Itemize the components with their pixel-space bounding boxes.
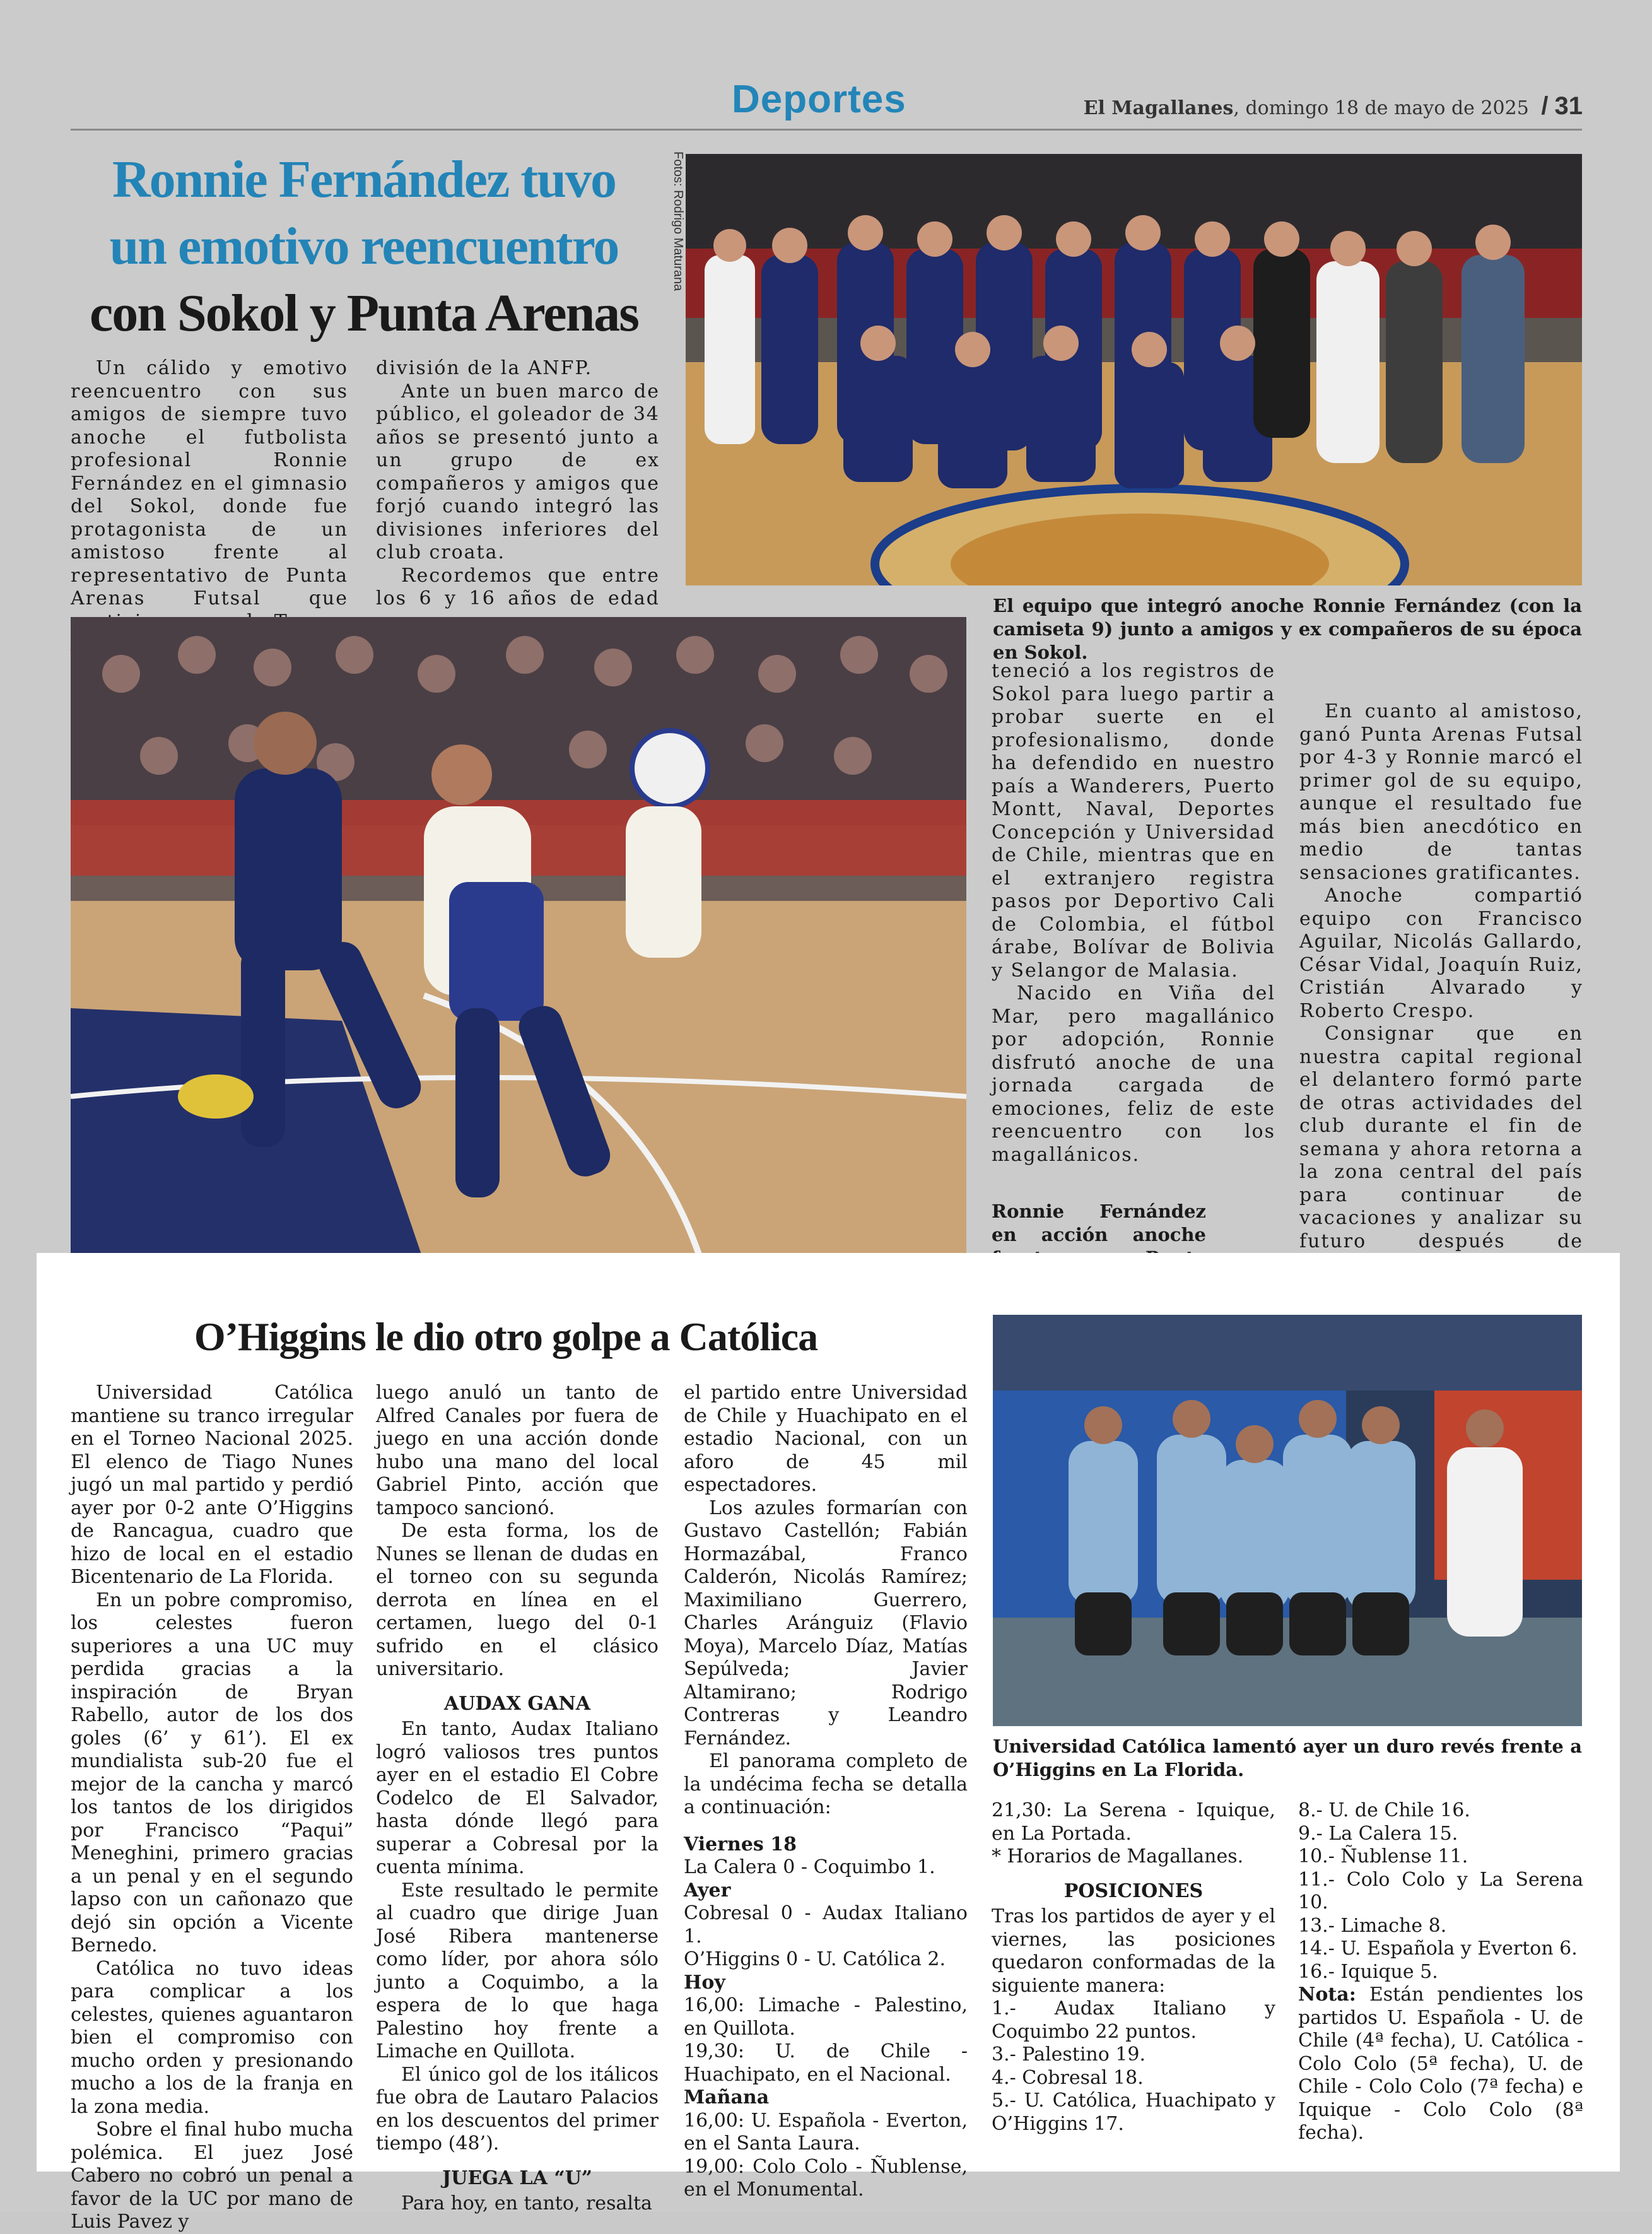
team-photo [686,154,1582,585]
fixture-day: Ayer [684,1879,731,1902]
fixture: 19,00: Colo Colo - Ñublense, en el Monumental. [684,2155,968,2201]
paragraph: Sobre el final hubo mucha polémica. El juez José Cabero no cobró un penal a favor de la UC por mano de Luis Pavez y [71,2119,353,2233]
paragraph: El único gol de los itálicos fue obra de Lautaro Palacios en los descuentos del primer tiempo (48’). [376,2063,659,2155]
story2-column-3 [684,1382,968,2202]
standing: 13.- Limache 8. [1298,1914,1447,1937]
fixture: 21,30: La Serena - Iquique, en La Portada. [992,1799,1275,1845]
story1-column-1 [71,357,348,657]
page-number: 31 [1554,92,1583,120]
story1-headline [71,146,657,347]
subhead-u: JUEGA LA “U” [442,2166,593,2189]
standing: 8.- U. de Chile 16. [1298,1799,1470,1821]
fixture-day: Hoy [684,1971,725,1994]
paragraph: Tras los partidos de ayer y el viernes, las posiciones quedaron conformadas de la siguiente manera: [992,1905,1275,1997]
folio [1084,92,1583,121]
paragraph: teneció a los registros de Sokol para luego partir a probar suerte en el profesionalismo, donde ha defendido en nuestro país a Wanderers, Puerto Montt, Naval, Deportes Concepción y Universidad de Chile, mientras que en el extranjero registra pasos por Deportivo Cali de Colombia, el fútbol árabe, Bolívar de Bolivia y Selangor de Malasia. [992,660,1275,982]
action-photo [71,617,966,1262]
paragraph: Para hoy, en tanto, resalta [401,2192,652,2214]
paragraph: El panorama completo de la undécima fecha se detalla a continuación: [684,1750,968,1818]
action-photo-caption: Ronnie Fernández en acción anoche [992,1201,1206,1245]
subhead-posiciones: POSICIONES [1063,1879,1204,1902]
fixture-day: Viernes 18 [684,1833,797,1855]
story1-column-4 [1299,700,1583,1345]
fixture: 16,00: Limache - Palestino, en Quillota. [684,1994,968,2040]
standing: 9.- La Calera 15. [1298,1822,1458,1845]
paragraph: Universidad Católica mantiene su tranco irregular en el Torneo Nacional 2025. El elenco de Tiago Nunes jugó un mal partido y perdió ayer por 0-2 ante O’Higgins de Rancagua, cuadro que hizo de local en el estadio Bicentenario de La Florida. [71,1382,353,1588]
fixture: O’Higgins 0 - U. Católica 2. [684,1948,946,1970]
paragraph: De esta forma, los de Nunes se llenan de dudas en el torneo con su segunda derrota en línea en el certamen, luego del 0-1 sufrido en el clásico universitario. [376,1520,659,1680]
page-separator: / [1541,92,1549,120]
match-photo [993,1315,1582,1726]
story2-column-4 [992,1799,1275,2136]
photo-credit: Fotos: Rodrigo Maturana [671,151,685,291]
standing: 1.- Audax Italiano y Coquimbo 22 puntos. [992,1997,1275,2043]
newspaper-name: El Magallanes [1083,97,1234,119]
standing: 11.- Colo Colo y La Serena 10. [1298,1868,1583,1914]
fixture: 19,30: U. de Chile - Huachipato, en el Nacional. [684,2040,968,2086]
issue-date: , domingo 18 de mayo de 2025 [1233,97,1529,119]
schedule-note: * Horarios de Magallanes. [992,1845,1244,1867]
paragraph: Ante un buen marco de público, el goleador de 34 años se presentó junto a un grupo de ex compañeros y amigos que forjó cuando integró las divisiones inferiores del club croata. [376,380,660,563]
standing: 3.- Palestino 19. [992,2043,1146,2066]
fixture: 16,00: U. Española - Everton, en el Santa Laura. [684,2109,968,2155]
story2-headline: O’Higgins le dio otro golpe a Católica [194,1314,818,1359]
story2-column-1 [71,1382,353,2234]
paragraph: Los azules formarían con Gustavo Castellón; Fabián Hormazábal, Franco Calderón, Nicolás Ramírez; Maximiliano Guerrero, Charles Aránguiz (Flavio Moya), Marcelo Díaz, Matías Sepúlveda; Javier Altamirano; Rodrigo Contreras y Leandro Fernández. [684,1496,968,1749]
pending-note: Nota: Están pendientes los partidos U. Española - U. de Chile (4ª fecha), U. Católica - Colo Colo (5ª fecha), U. de Chile - Colo Colo (7ª fecha) e Iquique - Colo Colo (8ª fecha). [1298,1984,1583,2144]
paragraph: Este resultado le permite al cuadro que dirige Juan José Ribera mantenerse como líder, por ahora sólo junto a Coquimbo, a la espera de lo que haga Palestino hoy frente a Limache en Quillota. [376,1879,659,2062]
header-rule [71,129,1582,131]
standing: 10.- Ñublense 11. [1298,1845,1468,1867]
paragraph: división de la ANFP. [376,357,593,379]
section-title: Deportes [732,78,906,121]
standing: 16.- Iquique 5. [1298,1960,1438,1983]
standing: 4.- Cobresal 18. [992,2066,1144,2089]
standing: 14.- U. Española y Everton 6. [1298,1937,1578,1960]
fixture: La Calera 0 - Coquimbo 1. [684,1856,935,1878]
standing: 5.- U. Católica, Huachipato y O’Higgins 17. [992,2090,1275,2135]
paragraph: Católica no tuvo ideas para complicar a los celestes, quienes aguantaron bien el compromiso con mucho orden y presionando mucho a los de la franja en la zona media. [71,1957,353,2118]
paragraph: luego anuló un tanto de Alfred Canales por fuera de juego en una acción donde hubo una mano del local Gabriel Pinto, acción que tampoco sancionó. [376,1382,659,1519]
paragraph: Nacido en Viña del Mar, pero magallánico por adopción, Ronnie disfrutó anoche de una jornada cargada de emociones, feliz de este reencuentro con los magallánicos. [992,982,1275,1166]
story1-column-2 [376,357,660,633]
paragraph: En cuanto al amistoso, ganó Punta Arenas Futsal por 4-3 y Ronnie marcó el primer gol de su equipo, aunque el resultado fue más bien anecdótico en medio de tantas sensaciones gratificantes. [1299,700,1583,884]
fixture-day: Mañana [684,2086,770,2108]
paragraph: Un cálido y emotivo reencuentro con sus amigos de siempre tuvo anoche el futbolista profesional Ronnie Fernández en el gimnasio del Sokol, donde fue protagonista de un amistoso frente al representativo de Punta Arenas Futsal que [71,357,348,609]
paragraph: el partido entre Universidad de Chile y Huachipato en el estadio Nacional, con un aforo de 45 mil espectadores. [684,1382,968,1496]
team-photo-caption: El equipo que integró anoche Ronnie Fernández (con la camiseta 9) junto a amigos y ex compañeros de su época en Sokol. [993,595,1582,663]
story2-column-5 [1298,1799,1583,2145]
headline-line-2: un emotivo reencuentro [109,217,619,276]
paragraph: En un pobre compromiso, los celestes fueron superiores a una UC muy perdida gracias a la inspiración de Bryan Rabello, autor de los dos goles (6’ y 61’). El ex mundialista sub-20 fue el mejor de la cancha y marcó los tantos de los dirigidos por Francisco “Paqui” Meneghini, primero gracias a un penal y en el segundo lapso con un cañonazo que dejó sin opción a Vicente Bernedo. [71,1589,353,1956]
story1-column-3 [992,660,1275,1167]
subhead-audax: AUDAX GANA [443,1692,591,1715]
paragraph: Consignar que en nuestra capital regional el delantero formó parte de otras actividades del club durante el fin de semana y ahora retorna a la zona central del país para continuar de vacaciones y analizar su futuro después de [1299,1023,1583,1252]
match-photo-caption: Universidad Católica lamentó ayer un duro revés frente a O’Higgins en La Florida. [993,1736,1582,1780]
paragraph: En tanto, Audax Italiano logró valiosos tres puntos ayer en el estadio El Cobre Codelco de El Salvador, hasta dónde llegó para superar a Cobresal por la cuenta mínima. [376,1718,659,1878]
paragraph: Anoche compartió equipo con Francisco Aguilar, Nicolás Gallardo, César Vidal, Joaquín Ruiz, Cristián Alvarado y Roberto Crespo. [1299,885,1583,1022]
fixture: Cobresal 0 - Audax Italiano 1. [684,1902,968,1948]
paragraph: Recordemos que entre los 6 y 16 años de edad [376,564,660,609]
story2-column-2 [376,1382,659,2216]
headline-line-1: Ronnie Fernández tuvo [112,150,616,209]
headline-line-3: con Sokol y Punta Arenas [90,284,638,343]
